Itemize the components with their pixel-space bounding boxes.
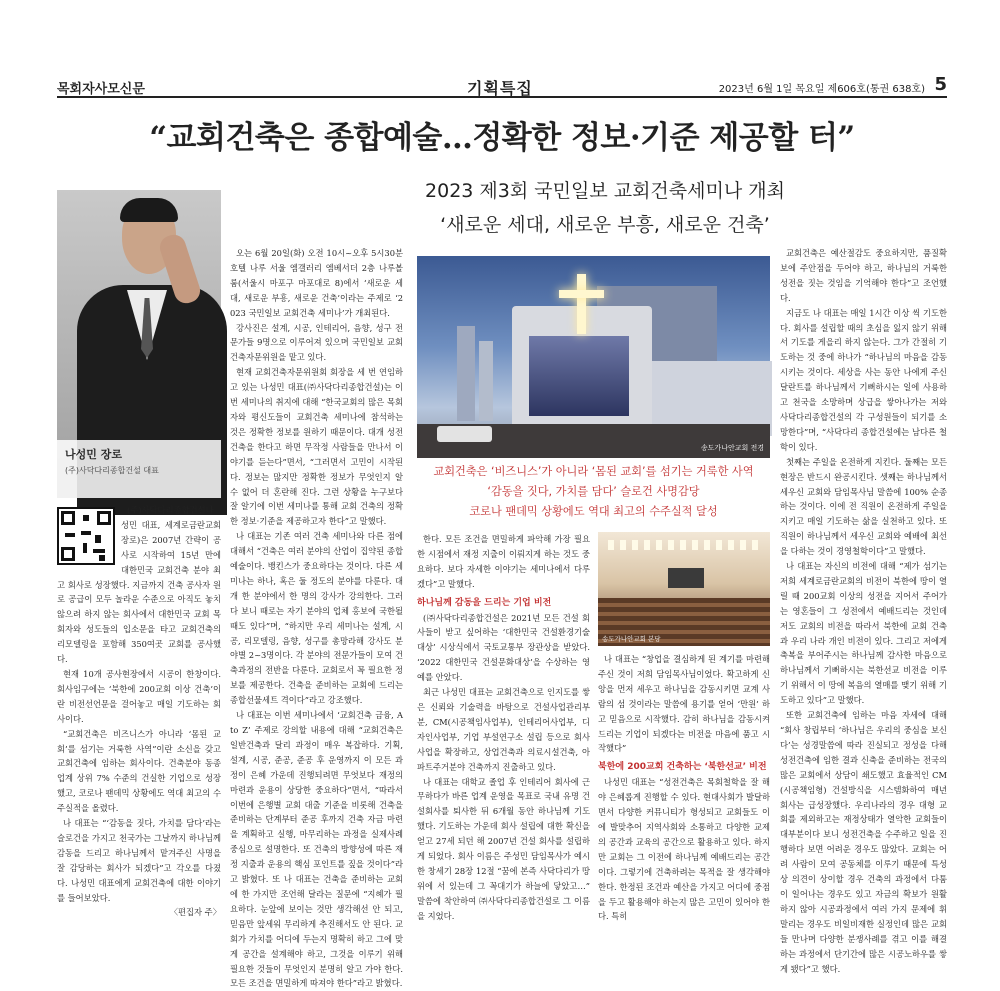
profile-photo [57,190,221,498]
pull-quote-line: ‘감동을 짓다, 가치를 담다’ 슬로건 사명감당 [487,485,700,498]
pull-quote-line: 코로나 팬데믹 상황에도 역대 최고의 수주실적 달성 [469,505,718,518]
profile-caption [57,440,221,498]
paragraph: 나 대표는 자신의 비전에 대해 “제가 섬기는 저희 세계로금란교회의 비전이 북한에 땅이 열릴 때 200교회 이상의 성전을 지어서 주어가는 영혼들이 그 성전에서 예배드리는 것인데 저도 교회의 비전을 따라서 북한에 교회 건축과 우리 나라 개인 비전이 있다. 그리고 저에게 축복을 부어주시는 하나님께 감사한 마음으로 하나님께서 기뻐하시는 북한선교 비전을 이루기 위해서 이 땅에 복음의 열매를 맺기 위해 기도하고 있다”고 말했다. [780,561,947,706]
subheadline-2: ‘새로운 세대, 새로운 부흥, 새로운 건축’ [440,214,770,236]
paragraph: 나 대표는 “‘감동을 짓다, 가치를 담다’라는 슬로건을 가지고 천국가는 그날까지 하나님께 감동을 드리고 하나님께서 맡겨주신 사명을 잘 감당하는 회사가 되겠다”고 각오를 다졌다. 나성민 대표에게 교회건축에 대한 이야기를 들어보았다. [57,818,221,903]
issue-date: 2023년 6월 1일 목요일 제606호(통권 638호) [718,84,925,95]
article-column-4 [598,652,770,922]
paragraph: 나 대표는 “창업을 결심하게 된 계기를 마련해 주신 것이 저희 담임목사님이었다. 확고하게 신앙을 먼저 세우고 하나님을 감동시키면 교계 사람의 섬 것이라는 말씀에 용기를 얻어 ‘만원’ 하고 믿음으로 시작했다. 감히 하나님을 감동시켜드리는 기업이 되겠다는 비전을 마음에 품고 시작했다” [598,654,770,754]
paragraph: 한다. 모든 조건을 면밀하게 파악해 가장 필요한 시점에서 재정 지출이 이뤄지게 하는 것도 중요하다. 보다 자세한 이야기는 세미나에서 다루겠다”고 말했다. [417,534,590,589]
paragraph: 나 대표는 이번 세미나에서 ‘교회건축 금융, A to Z’ 주제로 강의할 내용에 대해 “교회건축은 일반건축과 달리 과정이 매우 복잡하다. 기획, 설계, 시공, 준공, 준공 후 운영까지 이 모든 과정이 은혜 가운데 진행되려면 무엇보다 재정의 마련과 운용이 상당한 중요하다”면서, “따라서 이번에 은행별 교회 대출 기준을 비롯해 건축을 준비하는 단계부터 준공 후까지 건축 자금 마련을 계획하고 실행, 마무리하는 과정을 실제사례 중심으로 설명한다. 또 건축의 방향성에 따른 재정 지출과 운용의 핵심 포인트를 짚을 것이다”라고 밝혔다. 또 나 대표는 건축을 준비하는 교회에 한 가지만 조언해 달라는 질문에 “지혜가 필요하다. 눈앞에 보이는 것만 생각해선 안 되고, 믿음만 앞세워 무리하게 추진해서도 안 된다. 교회가 가치를 어디에 두는지 명확히 하고 그에 맞게 공간을 설계해야 하고, 그것을 이루기 위해 필요한 것들이 무엇인지 분명히 알고 가야 한다. 모든 조건을 면밀하게 따져야 한다”라고 밝혔다. [230,710,403,989]
section-heading: 하나님께 감동을 드리는 기업 비전 [417,597,552,608]
newspaper-name: 목회자사모신문 [57,82,145,97]
profile-name: 나성민 장로 [65,448,122,461]
photo-caption: 송도가나안교회 본당 [602,635,661,643]
person-hair [120,198,178,222]
editor-note: 〈편집자 주〉 [169,907,221,918]
cross-icon [577,274,586,334]
paragraph: 또한 교회건축에 임하는 마음 자세에 대해 “회사 창립부터 ‘하나님은 우리의 중심을 보신다’는 성경말씀에 따라 진실되고 정성을 다해 성전건축에 임한 결과 신축을 준비하는 전국의 많은 교회에서 상담이 쇄도했고 효율적인 CM(시공책임형) 건설방식을 시스템화하여 매년 회사는 급성장했다. 우리나라의 경우 대형 교회를 제외하고는 재정상태가 열악한 교회들이 대부분이다 보니 성전건축을 수주하고 일을 진행하다 보면 어려운 경우도 많았다. 교회는 어려 사람이 모여 공동체를 이루기 때문에 특성상 의견이 상이할 경우 건축의 과정에서 다툼이 일어나는 경우도 있고 자금의 확보가 원활하지 않아 시공과정에서 여러 가지 문제에 휘말리는 경우도 비일비재한 실정인데 많은 교회들 만나며 다양한 분쟁사례를 겪고 이를 해결하는 과정에서 단기간에 많은 시공노하우를 쌓게 됐다”고 했다. [780,710,947,974]
paragraph: 최근 나성민 대표는 교회건축으로 인지도를 쌓은 신뢰와 기술력을 바탕으로 건설사업관리부분, CM(시공책임사업부), 인테리어사업부, 디자인사업부, 기업 부설연구소 설립 등으로 회사사업을 확장하고, 상업건축과 의료시설건축, 아파트주거분야 건축까지 진출하고 있다. [417,687,590,772]
paragraph: 첫째는 주일을 온전하게 지킨다. 둘째는 모든 현장은 반드시 완공시킨다. 셋째는 하나님께서 세우신 교회와 담임목사님 말씀에 100% 순종하는 것이다. 이에 전 직원이 온전하게 주일을 지키고 매일 기도하는 삶을 실천하고 있다. 또 직원이 하나님께서 세우신 교회와 예배에 최선을 다하는 것이 경영철학이다”고 말했다. [780,456,947,557]
paragraph: 나 대표는 대학교 졸업 후 인테리어 회사에 근무하다가 바른 업계 운영을 목표로 국내 유명 건설회사를 퇴사한 뒤 6개월 동안 하나님께 기도했다. 기도하는 가운데 회사 설립에 대한 확신을 얻고 27세 되던 해 2007년 건설 회사를 설립하게 되었다. 회사 이름은 주성민 담임목사가 예시한 창세기 28장 12절 “꿈에 본즉 사닥다리가 땅 위에 서 있는데 그 꼭대기가 하늘에 닿았고…” 말씀에 착안하여 ㈜사닥다리종합건설로 그 이름을 지었다. [417,776,590,921]
section-title: 기획특집 [467,79,533,98]
paragraph: 교회건축은 예산절감도 중요하지만, 품질확보에 주안점을 두어야 하고, 하나님의 거룩한 성전을 짓는 것임을 기억해야 한다”고 조언했다. [780,248,947,303]
section-heading: 북한에 200교회 건축하는 ‘북한선교’ 비전 [598,762,767,773]
profile-org: (주)사닥다리종합건설 대표 [65,466,159,475]
paragraph: 오는 6월 20일(화) 오전 10시~오후 5시30분 호텔 나루 서울 엠갤러리 엠베서더 2층 나루볼룸(서울시 마포구 마포대로 8)에서 ‘새로운 세대, 새로운 부흥, 새로운 건축’이라는 주제로 ‘2023 국민일보 교회건축 세미나’가 개최된다. [230,248,403,318]
photo-caption: 송도가나안교회 전경 [700,444,764,452]
page-number: 5 [934,74,947,95]
paragraph: (주)사닥다리종합건설나성민 대표, 세계로금란교회 장로)은 2007년 간략이 공사로 시작하여 15년 만에 대한민국 교회건축 분야 최고 회사로 성장했다. 지금까지 건축 공사자 원로 공급이 모두 놀라운 수준으로 아직도 놓치 않으려 하지 않는 회사에서 대한민국 교회 목회자와 성도들의 입소문을 타고 교회건축의 리모델링을 포함해 350여곳 교회를 공사했다. [57,505,221,665]
article-column-1 [57,503,221,918]
subheadline-1: 2023 제3회 국민일보 교회건축세미나 개최 [425,180,785,202]
paragraph: 현재 교회건축자문위원회 회장을 세 번 연임하고 있는 나성민 대표(㈜사닥다리종합건설)는 이번 세미나의 취지에 대해 “한국교회의 많은 목회자와 평신도들이 교회건축 세미나에 참석하는 것은 정확한 정보를 원하기 때문이다. 대개 성전건축을 한다고 하면 무작정 사람들을 만나서 이야기를 듣는다”면서, “그러면서 고민이 시작된다. 정보는 많지만 정확한 정보가 무엇인지 알 수 없어 더 혼란해 진다. 그런 상황을 누구보다 잘 알기에 이번 세미나를 통해 교회 건축의 정확한 정보·기준을 제공하고자 한다”고 말했다. [230,367,403,527]
paragraph: 나성민 대표는 “성전건축은 목회철학을 잘 해야 은혜롭게 진행할 수 있다. 현대사회가 발달하면서 다양한 커뮤니티가 형성되고 교회들도 이에 발맞추어 지역사회와 소통하고 다양한 교제의 공간과 교육의 공간으로 활용하고 있다. 하지만 교회는 그 이전에 하나님께 예배드리는 공간이다. 그렇기에 건축하려는 목적을 잘 생각해야 한다. 한정된 조건과 예산을 가지고 어디에 중점을 두고 활용해야 하는지 많은 고민이 있어야 한다. 특히 [598,777,770,922]
main-headline: “교회건축은 종합예술…정확한 정보·기준 제공할 터” [149,120,855,156]
pull-quote [417,462,770,522]
paragraph: 강사진은 설계, 시공, 인테리어, 음향, 성구 전문가들 9명으로 이루어져 있으며 국민일보 교회건축자문위원을 맡고 있다. [230,322,403,363]
paragraph: 나 대표는 기존 여러 건축 세미나와 다른 점에 대해서 “건축은 여러 분야의 산업이 집약된 종합 예술이다. 뱅킨스가 중요하다는 것이다. 다른 세미나는 하나, 혹은 둘 정도의 분야를 다룬다. 대개 한 분야에서 한 명의 강사가 강의한다. 그러다 보니 때로는 자기 분야의 업체 홍보에 국한될 때도 있다”며, “하지만 우리 세미나는 설계, 시공, 리모델링, 음향, 성구를 총망라해 강사도 분야별 2~3명이다. 각 분야의 전문가들이 모여 건축과정의 전반을 다룬다. 교회로서 꼭 필요한 정보를 제공한다. 건축을 준비하는 교회에 드리는 종합선물세트 격이다”라고 강조했다. [230,531,403,706]
church-interior-photo [598,532,770,646]
article-column-5 [780,246,947,974]
pull-quote-line: 교회건축은 ‘비즈니스’가 아니라 ‘몸된 교회’를 섬기는 거룩한 사역 [433,465,754,478]
paragraph: 현재 10개 공사현장에서 시공이 한창이다. 회사임구에는 ‘북한에 200교회 이상 건축’이란 비전선언문을 걸어놓고 매일 기도하는 회사이다. [57,668,221,724]
page-header [57,74,947,98]
church-exterior-photo [417,256,770,458]
paragraph: (㈜사닥다리종합건설은 2021년 모든 건설 회사들이 받고 싶어하는 ‘대한민국 건설환경기술 대상’ 시상식에서 국토교통부 장관상을 받았다. ‘2022 대한민국 건설문화대상’을 수상하는 영예를 안았다. [417,612,590,683]
paragraph: 지금도 나 대표는 매일 1시간 이상 씩 기도한다. 회사를 설립할 때의 초심을 잃지 않기 위해서 기도를 게을리 하지 않는다. 그가 간절히 기도하는 것 중에 하나가 “하나님의 마음을 감동시키는 것이다. 세상을 사는 동안 나에게 주신 달란트를 하나님께서 기뻐하시는 일에 사용하고 천국을 소망하며 상급을 쌓아나가는 저와 사닥다리종합건설의 각 구성원들이 되기를 소망한다”며, “사닥다리 종합건설에는 남다른 철학이 있다. [780,307,947,452]
article-column-3 [417,532,590,921]
paragraph: “교회건축은 비즈니스가 아니라 ‘몸된 교회’를 섬기는 거룩한 사역”이란 소신을 갖고 교회건축에 임하는 회사이다. 건축분야 동종업계 상위 7% 수준의 건실한 기업으로 성장했고, 코로나 팬데믹 상황에도 역대 최고의 수주실적을 올렸다. [57,728,221,814]
article-column-2 [230,246,403,989]
